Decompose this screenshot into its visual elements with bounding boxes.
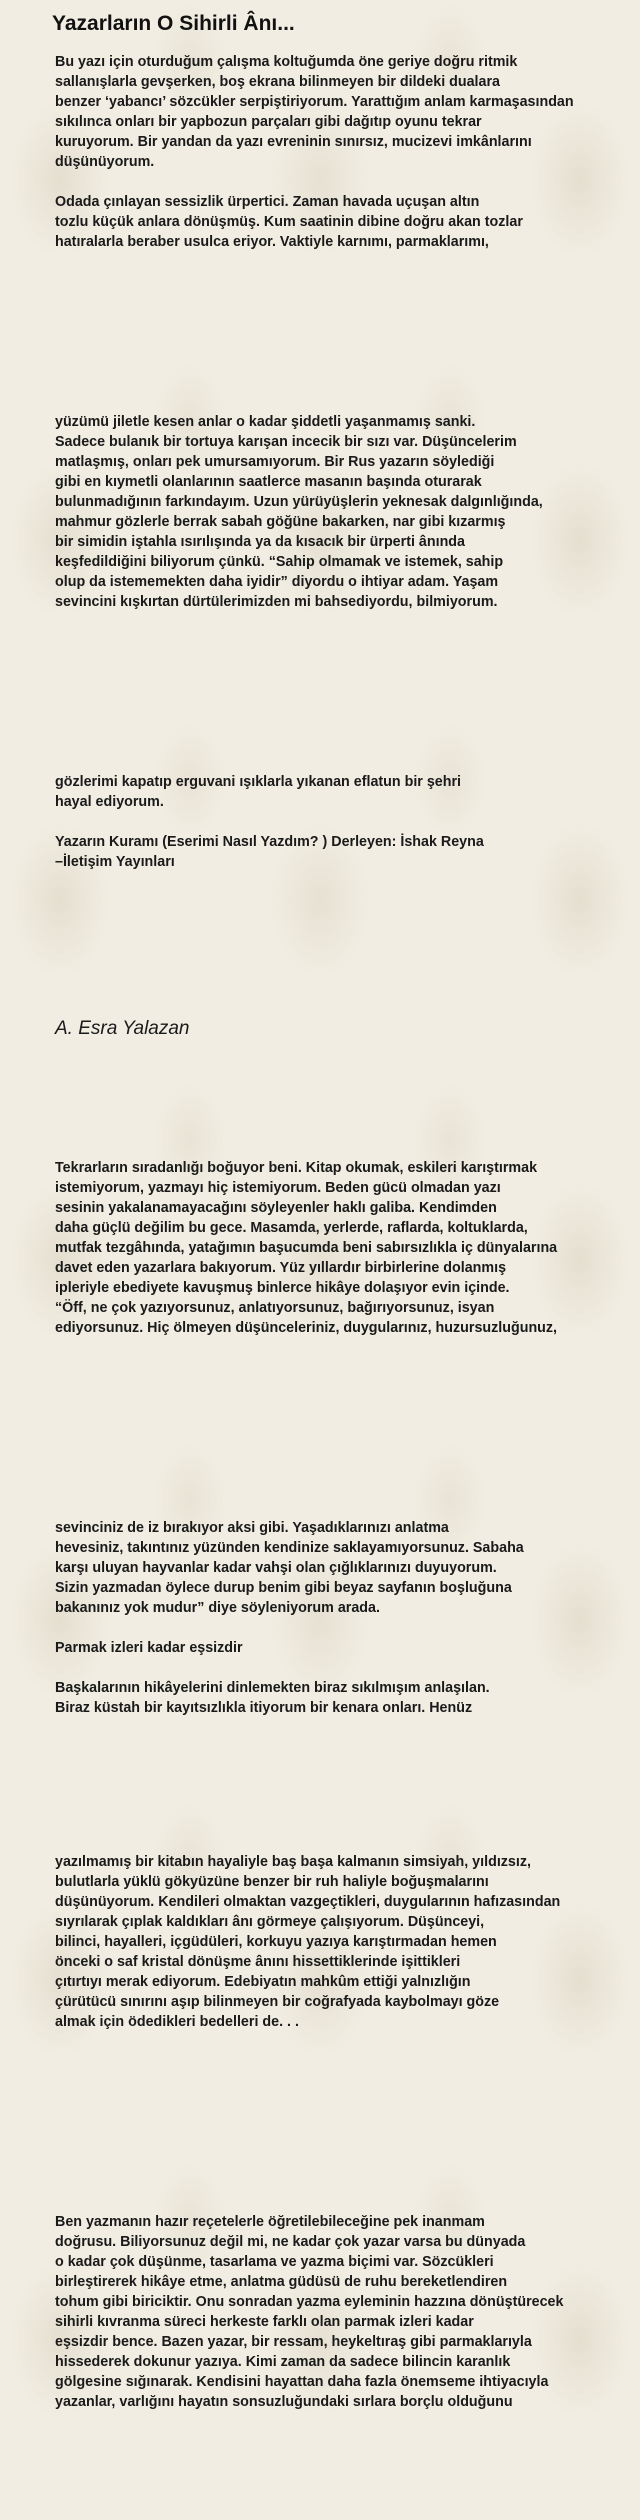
text-line: önceki o saf kristal dönüşme ânını hissettiklerinde işittikleri <box>55 1954 461 1970</box>
article-title: Yazarların O Sihirli Ânı... <box>52 12 295 35</box>
text-line: Başkalarının hikâyelerini dinlemekten biraz sıkılmışım anlaşılan. <box>55 1680 490 1696</box>
text-line: sihirli kıvranma süreci herkeste farklı olan parmak izleri kadar <box>55 2314 474 2330</box>
text-line: sevincini kışkırtan dürtülerimizden mi bahsediyordu, bilmiyorum. <box>55 594 498 610</box>
text-line: sıyrılarak çıplak kaldıkları ânı görmeye çalışıyorum. Düşünceyi, <box>55 1914 485 1930</box>
blank-line <box>55 172 635 192</box>
text-line: tohum gibi biriciktir. Onu sonradan yazma eyleminin hazzına dönüştürecek <box>55 2294 564 2310</box>
text-line: Sizin yazmadan öylece durup benim gibi beyaz sayfanın boşluğuna <box>55 1580 512 1596</box>
text-line: çıtırtıyı merak ediyorum. Edebiyatın mahkûm ettiği yalnızlığın <box>55 1974 471 1990</box>
text-line: yüzümü jiletle kesen anlar o kadar şiddetli yaşanmamış sanki. <box>55 414 476 430</box>
text-line: hevesiniz, takıntınız yüzünden kendinize saklayamıyorsunuz. Sabaha <box>55 1540 524 1556</box>
text-line: eşsizdir bence. Bazen yazar, bir ressam, heykeltıraş gibi parmaklarıyla <box>55 2334 532 2350</box>
paragraph-block <box>55 1852 635 2032</box>
text-line: o kadar çok düşünme, tasarlama ve yazma biçimi var. Sözcükleri <box>55 2254 494 2270</box>
text-line: gözlerimi kapatıp erguvani ışıklarla yıkanan eflatun bir şehri <box>55 774 462 790</box>
author-name: A. Esra Yalazan <box>55 1018 190 1039</box>
text-line: hayal ediyorum. <box>55 794 164 810</box>
paragraph-block <box>55 412 635 612</box>
text-line: bulutlarla yüklü gökyüzüne benzer bir ruh haliyle boğuşmalarını <box>55 1874 489 1890</box>
text-line: bir simidin iştahla ısırılışında ya da kısacık bir ürperti ânında <box>55 534 465 550</box>
text-line: keşfedildiğini biliyorum çünkü. “Sahip olmamak ve istemek, sahip <box>55 554 504 570</box>
text-line: ediyorsunuz. Hiç ölmeyen düşünceleriniz, duygularınız, huzursuzluğunuz, <box>55 1320 558 1336</box>
text-line: Parmak izleri kadar eşsizdir <box>55 1640 243 1656</box>
text-line: Biraz küstah bir kayıtsızlıkla itiyorum bir kenara onları. Henüz <box>55 1700 473 1716</box>
text-line: istemiyorum, yazmayı hiç istemiyorum. Beden gücü olmadan yazı <box>55 1180 501 1196</box>
text-line: “Öff, ne çok yazıyorsunuz, anlatıyorsunuz, bağırıyorsunuz, isyan <box>55 1300 495 1316</box>
text-line: düşünüyorum. Kendileri olmaktan vazgeçtikleri, duygularının hafızasından <box>55 1894 561 1910</box>
text-line: almak için ödedikleri bedelleri de. . . <box>55 2014 299 2030</box>
text-line: çürütücü sınırını aşıp bilinmeyen bir coğrafyada kaybolmayı göze <box>55 1994 500 2010</box>
text-line: –İletişim Yayınları <box>55 854 175 870</box>
paragraph-block <box>55 772 635 872</box>
text-line: mahmur gözlerle berrak sabah göğüne bakarken, nar gibi kızarmış <box>55 514 506 530</box>
text-line: olup da istememekten daha iyidir” diyordu o ihtiyar adam. Yaşam <box>55 574 499 590</box>
text-line: hatıralarla beraber usulca eriyor. Vaktiyle karnımı, parmaklarımı, <box>55 234 489 250</box>
paragraph-block <box>55 1158 635 1338</box>
text-line: tozlu küçük anlara dönüşmüş. Kum saatinin dibine doğru akan tozlar <box>55 214 523 230</box>
text-line: hissederek dokunur yazıya. Kimi zaman da sadece bilincin karanlık <box>55 2354 511 2370</box>
paragraph-block <box>55 52 635 252</box>
text-line: davet eden yazarlara bakıyorum. Yüz yıllardır birbirlerine dolanmış <box>55 1260 507 1276</box>
text-line: matlaşmış, onları pek umursamıyorum. Bir Rus yazarın söylediği <box>55 454 495 470</box>
text-line: sıkılınca onları bir yapbozun parçaları gibi dağıtıp oyunu tekrar <box>55 114 482 130</box>
text-line: düşünüyorum. <box>55 154 155 170</box>
text-line: Tekrarların sıradanlığı boğuyor beni. Kitap okumak, eskileri karıştırmak <box>55 1160 538 1176</box>
text-line: daha güçlü değilim bu gece. Masamda, yerlerde, raflarda, koltuklarda, <box>55 1220 528 1236</box>
text-line: kuruyorum. Bir yandan da yazı evreninin sınırsız, mucizevi imkânlarını <box>55 134 532 150</box>
text-line: Yazarın Kuramı (Eserimi Nasıl Yazdım? ) Derleyen: İshak Reyna <box>55 834 484 850</box>
text-line: Sadece bulanık bir tortuya karışan incecik bir sızı var. Düşüncelerim <box>55 434 517 450</box>
blank-line <box>55 1618 635 1638</box>
text-line: birleştirerek hikâye etme, anlatma güdüsü de ruhu bereketlendiren <box>55 2274 508 2290</box>
text-line: sesinin yakalanamayacağını söyleyenler haklı galiba. Kendimden <box>55 1200 497 1216</box>
text-line: bilinci, hayalleri, içgüdüleri, korkuyu yazıya karıştırmadan hemen <box>55 1934 497 1950</box>
text-line: gölgesine sığınarak. Kendisini hayattan daha fazla önemseme ihtiyacıyla <box>55 2374 549 2390</box>
text-line: Bu yazı için oturduğum çalışma koltuğumda öne geriye doğru ritmik <box>55 54 518 70</box>
blank-line <box>55 1658 635 1678</box>
text-line: benzer ‘yabancı’ sözcükler serpiştiriyorum. Yarattığım anlam karmaşasından <box>55 94 574 110</box>
text-line: yazanlar, varlığını hayatın sonsuzluğundaki sırlara borçlu olduğunu <box>55 2394 513 2410</box>
text-line: yazılmamış bir kitabın hayaliyle baş başa kalmanın simsiyah, yıldızsız, <box>55 1854 531 1870</box>
paragraph-block <box>55 1518 635 1718</box>
text-line: ipleriyle ebediyete kavuşmuş binlerce hikâye dolaşıyor evin içinde. <box>55 1280 510 1296</box>
text-line: Odada çınlayan sessizlik ürpertici. Zaman havada uçuşan altın <box>55 194 480 210</box>
text-line: Ben yazmanın hazır reçetelerle öğretilebileceğine pek inanmam <box>55 2214 485 2230</box>
text-line: karşı uluyan hayvanlar kadar vahşi olan çığlıklarınızı duyuyorum. <box>55 1560 497 1576</box>
text-line: bakanınız yok mudur” diye söyleniyorum arada. <box>55 1600 380 1616</box>
blank-line <box>55 812 635 832</box>
text-line: doğrusu. Biliyorsunuz değil mi, ne kadar çok yazar varsa bu dünyada <box>55 2234 526 2250</box>
text-line: sallanışlarla gevşerken, boş ekrana bilinmeyen bir dildeki dualara <box>55 74 500 90</box>
text-line: bulunmadığının farkındayım. Uzun yürüyüşlerin yeknesak dalgınlığında, <box>55 494 543 510</box>
paragraph-block <box>55 2212 635 2412</box>
text-line: gibi en kıymetli olanlarının saatlerce masanın başında oturarak <box>55 474 482 490</box>
text-line: sevinciniz de iz bırakıyor aksi gibi. Yaşadıklarınızı anlatma <box>55 1520 449 1536</box>
text-line: mutfak tezgâhında, yatağımın başucumda beni sabırsızlıkla iç dünyalarına <box>55 1240 558 1256</box>
